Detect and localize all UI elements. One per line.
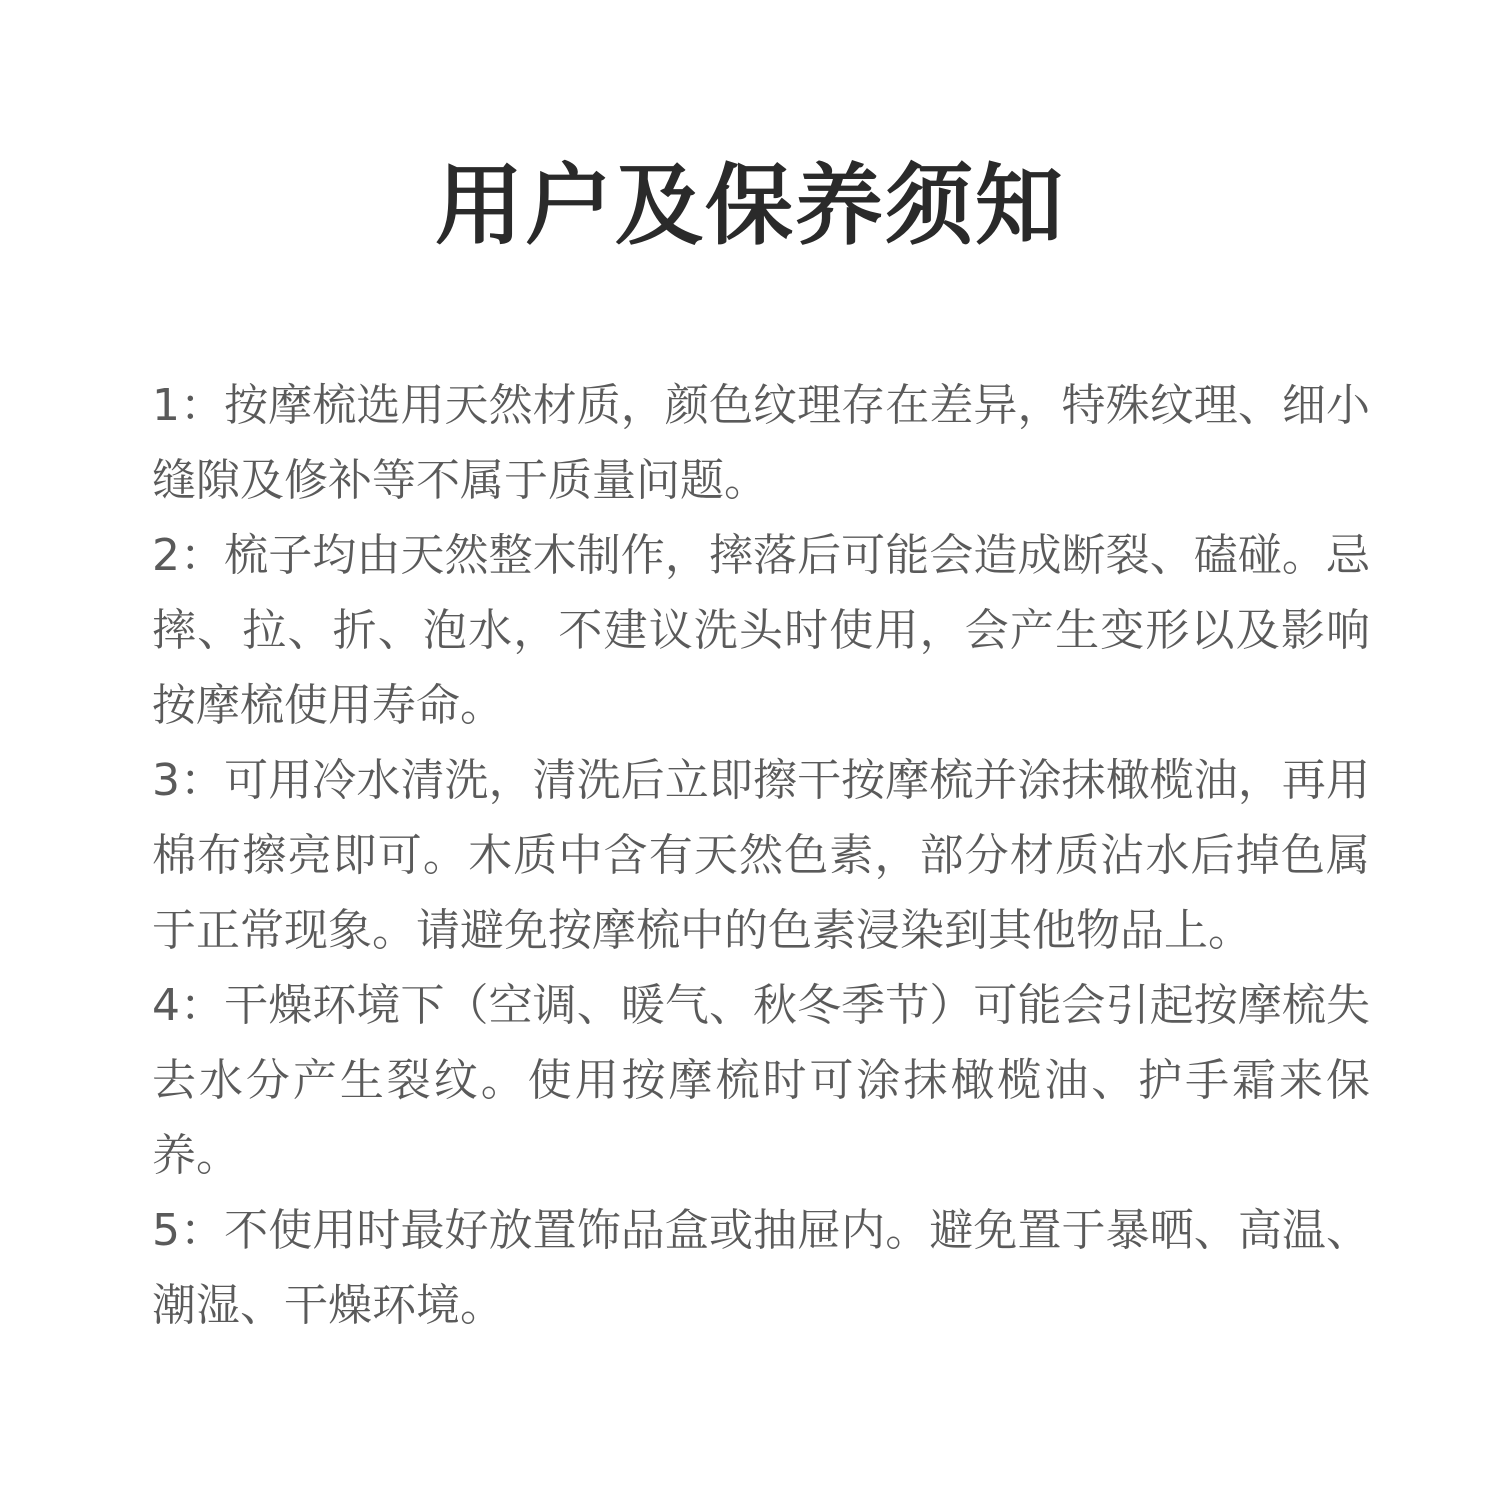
- note-item-1: 1：按摩梳选用天然材质，颜色纹理存在差异，特殊纹理、细小缝隙及修补等不属于质量问题。: [152, 380, 1370, 506]
- note-item-3: 3：可用冷水清洗，清洗后立即擦干按摩梳并涂抹橄榄油，再用棉布擦亮即可。木质中含有天然色素，部分材质沾水后掉色属于正常现象。请避免按摩梳中的色素浸染到其他物品上。: [152, 755, 1370, 956]
- note-item-4: 4：干燥环境下（空调、暖气、秋冬季节）可能会引起按摩梳失去水分产生裂纹。使用按摩梳时可涂抹橄榄油、护手霜来保养。: [152, 980, 1370, 1181]
- note-item-2: 2：梳子均由天然整木制作，摔落后可能会造成断裂、磕碰。忌摔、拉、折、泡水，不建议洗头时使用，会产生变形以及影响按摩梳使用寿命。: [152, 530, 1370, 731]
- note-item-5: 5：不使用时最好放置饰品盒或抽屉内。避免置于暴晒、高温、潮湿、干燥环境。: [152, 1205, 1370, 1331]
- notes-list: [152, 368, 1370, 1343]
- page-title: 用户及保养须知: [434, 153, 1065, 257]
